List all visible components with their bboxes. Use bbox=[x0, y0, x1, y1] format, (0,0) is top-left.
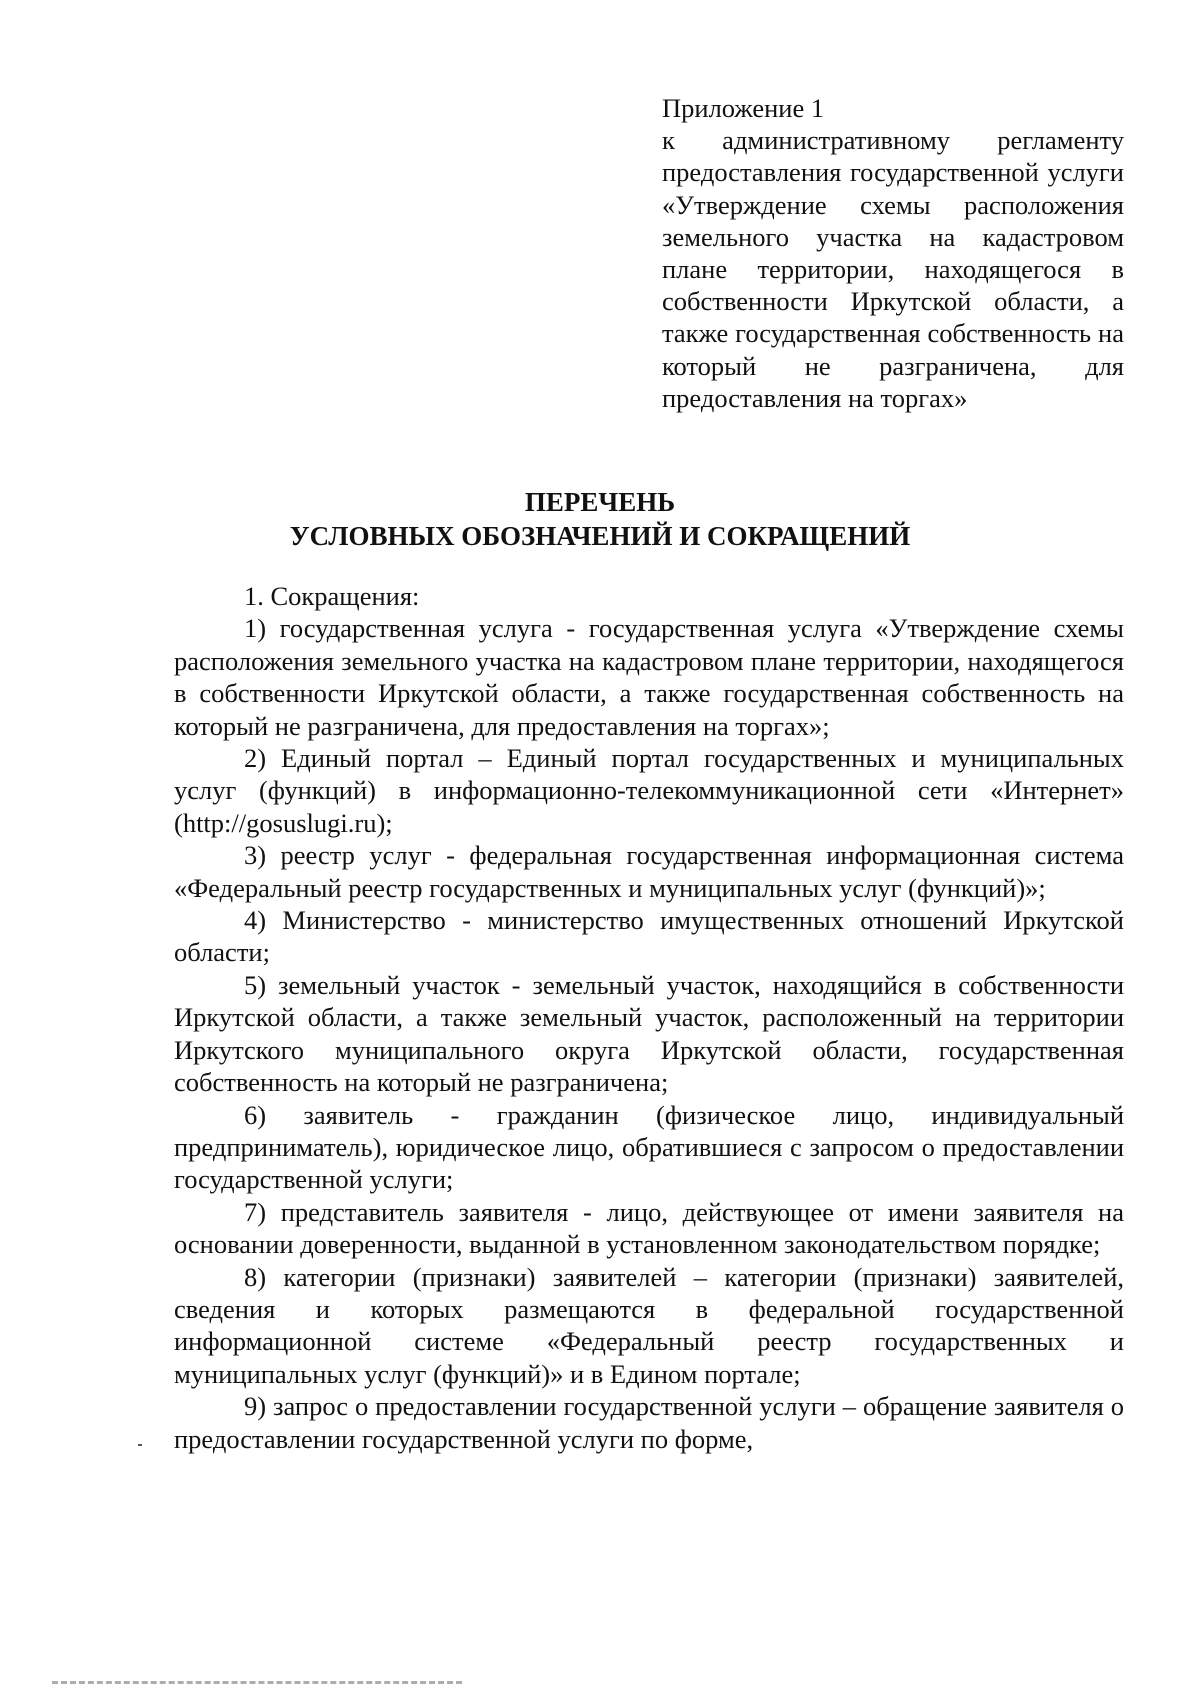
list-item: 2) Единый портал – Единый портал государственных и муниципальных услуг (функций) в информационно-телекоммуникационной сети «Интернет» (http://gosuslugi.ru); bbox=[174, 743, 1124, 838]
list-item: 4) Министерство - министерство имущественных отношений Иркутской области; bbox=[174, 905, 1124, 968]
list-item: 6) заявитель - гражданин (физическое лицо, индивидуальный предприниматель), юридическое лицо, обратившиеся с запросом о предоставлении государственной услуги; bbox=[174, 1099, 1124, 1195]
list-item: 5) земельный участок - земельный участок, находящийся в собственности Иркутской области, а также земельный участок, расположенный на территории Иркутского муниципального округа Иркутской области, государственная собственность на который не разграничена; bbox=[174, 969, 1124, 1098]
document-body bbox=[174, 580, 1124, 1455]
appendix-title: Приложение 1 bbox=[662, 93, 825, 123]
list-item: 9) запрос о предоставлении государственной услуги – обращение заявителя о предоставлении государственной услуги по форме, bbox=[174, 1391, 1124, 1454]
appendix-header bbox=[662, 92, 1124, 414]
scan-edge-artifact bbox=[52, 1681, 462, 1684]
section-heading: 1. Сокращения: bbox=[244, 581, 420, 611]
list-item: 3) реестр услуг - федеральная государственная информационная система «Федеральный реестр государственных и муниципальных услуг (функций)»; bbox=[174, 840, 1124, 903]
list-item: 1) государственная услуга - государственная услуга «Утверждение схемы расположения земельного участка на кадастровом плане территории, находящегося в собственности Иркутской области, а также государственная собственность на который не разграничена, для предоставления на торгах»; bbox=[174, 613, 1124, 741]
appendix-reference: к административному регламенту предоставления государственной услуги «Утверждение схемы расположения земельного участка на кадастровом плане территории, находящегося в собственности Иркутской области, а также государственная собственность на который не разграничена, для предоставления на торгах» bbox=[662, 125, 1124, 413]
document-subtitle: УСЛОВНЫХ ОБОЗНАЧЕНИЙ И СОКРАЩЕНИЙ bbox=[289, 521, 911, 551]
scan-artifact bbox=[138, 1444, 142, 1446]
list-item: 8) категории (признаки) заявителей – категории (признаки) заявителей, сведения и которых размещаются в федеральной государственной информационной системе «Федеральный реестр государственных и муниципальных услуг (функций)» и в Едином портале; bbox=[174, 1261, 1124, 1389]
list-item: 7) представитель заявителя - лицо, действующее от имени заявителя на основании доверенности, выданной в установленном законодательством порядке; bbox=[174, 1196, 1124, 1260]
document-title: ПЕРЕЧЕНЬ bbox=[524, 487, 676, 517]
